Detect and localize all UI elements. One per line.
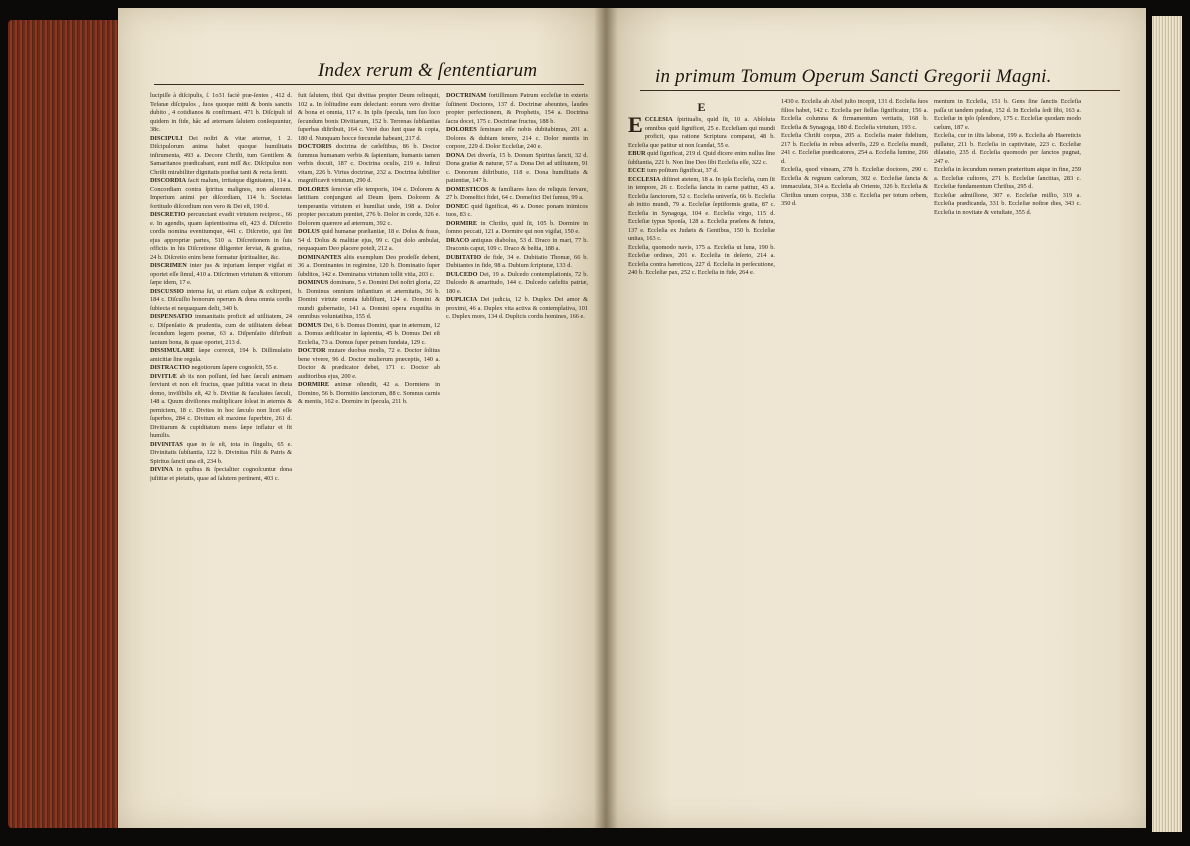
index-headword: DOLUS: [298, 228, 320, 235]
index-headword: ECCE: [628, 167, 646, 174]
index-headword: DORMIRE: [446, 219, 478, 227]
index-entry: [150, 466, 292, 483]
index-headword: DUPLICIA: [446, 296, 478, 303]
index-entry: [150, 211, 292, 262]
index-headword: EBUR: [628, 150, 646, 157]
index-entry-text: dominans, 5 e. Domini Dei noſtri gloria, 22 b. Dominus omnium inſtantium et æternitatis, 36 b. Domini virtute omnia ſubſiſtunt, 124 e. Domini & mundi gubernatio, 141 a. Domini opera exquiſita in omnibus voluntatibus, 155 d.: [298, 279, 440, 320]
index-entry-text: facit malum, irritatque dignitatem, 114 a. Concordiam contra ſpiritus malignos, non alienum. Imperium animi per diſcordiam, 114 b. Societas fortitudo diſcordium non vero & Dei eſt, 190 d.: [150, 177, 292, 210]
index-entry-text: 1430 e. Eccleſia ab Abel juſto incepit, 131 d. Eccleſia ſuos filios habet, 142 c. Eccleſia per ſtellas ſignificatur, 156 a. Eccleſia columna & firmamentum veritatis, 168 b. Eccleſia & Synagoga, 180 d. Eccleſia virtutum, 193 c.: [781, 98, 928, 131]
left-column-3: [446, 92, 588, 828]
index-headword: DOLORES: [298, 185, 329, 193]
index-entry-text: ab iis non poſſunt, ſed hæc ſæculi animam ſerviunt et non eſt fructus, quae juſtitia vacat in dieta domo, inviſibilis eſt, 42 b. Divitiæ & facultates ſæculi, 148 a. Quum diviſiones multiplicare ſoleat in æternis & perniciem, 18 c. Divites in hoc ſæculo non licet eſſe ſuperbos, 284 c. Divitum eſt maxime ſuperbire, 261 d. Divitiarum & cupiditatum mens ſæpe inflatur et fit humilis.: [150, 372, 292, 439]
index-entry-text: quid humanæ præſtantiæ, 18 e. Dolus & fraus, 54 d. Dolus & malitiæ ejus, 99 c. Qui dolo ambulat, nequaquam Deo placere poteſt, 212 a.: [298, 228, 440, 252]
index-entry: [934, 166, 1081, 192]
index-entry: [628, 244, 775, 278]
index-entry-text: in Chriſto, quid ſit, 105 b. Dormire in ſomno peccati, 121 a. Dormire qui non vigilat, 150 e.: [446, 219, 588, 235]
index-entry: [934, 132, 1081, 166]
index-entry-text: ſpiritualis, quid ſit, 10 a. Abſoluta omnibus quid ſignificet, 25 e. Eccleſiam qui mundi proficit, qua ratione Scriptura comparat, 48 b. Eccleſia que patitur ut non ſcandat, 55 e.: [628, 116, 775, 149]
index-entry: [446, 254, 588, 271]
index-headword: DOCTORIS: [298, 143, 332, 150]
index-entry: [298, 143, 440, 186]
right-column-3: [934, 98, 1081, 822]
index-entry: [150, 262, 292, 288]
index-entry: [150, 347, 292, 364]
index-headword: DISCIPULI: [150, 134, 183, 142]
index-entry: [446, 220, 588, 237]
index-entry-text: mutare duobus modis, 72 e. Doctor ſolitus bene vivere, 96 d. Doctor mulierum præceptis, 140 a. Doctor & prædicator debet, 171 c. Doctor ab auditoribus ejus, 200 e.: [298, 347, 440, 380]
index-entry-text: ſeminare eſſe nobis dubitabimus, 201 a. Dolores & dubiam tenere, 214 c. Dolor mentis in corpore, 229 d. Dolor Eccleſiæ, 240 e.: [446, 126, 588, 150]
index-headword: DOMINUS: [298, 279, 329, 286]
index-headword: DISPENSATIO: [150, 313, 193, 320]
index-headword: DISCRIMEN: [150, 262, 187, 269]
index-entry-text: Dei judicia, 12 b. Duplex Dei amor & proximi, 46 a. Duplex vita activa & contemplativa, 101 c. Duplex mors, 134 d. Duplicis cordis homines, 166 e.: [446, 296, 588, 320]
index-entry-text: antiquus diabolus, 53 d. Draco in mari, 77 b. Draconis caput, 109 c. Draco & beſtia, 188 a.: [446, 236, 588, 252]
index-entry: [298, 228, 440, 254]
index-entry-text: ſæpe correxit, 194 b. Diſſimulatio amicitiæ ſine regula.: [150, 347, 292, 363]
index-headword: DIVINA: [150, 466, 174, 473]
index-entry: [150, 288, 292, 314]
index-entry-text: immanitatis proficit ad utilitatem, 24 c. Diſpenſatio & prudentia, cum de utilitatem debeat ſecundum legem poenæ, 63 a. Diſpenſatio diſtribuit tantum bona, & quae oportet, 213 d.: [150, 313, 292, 346]
index-entry-text: interna ſui, ut etiam culpæ & exſtirpent, 184 c. Diſcuſſio bonorum operum & dona omnia cordis ſubiecta et nequaquam deſit, 340 b.: [150, 287, 292, 312]
drop-cap: E: [628, 112, 643, 137]
index-entry-text: Dei diverſa, 15 b. Donum Spiritus ſancti, 32 d. Dona gratiæ & naturæ, 57 a. Dona Dei ad utilitatem, 91 c. Donorum diſtributio, 118 e. Dona humilitatis & patientiæ, 147 b.: [446, 151, 588, 184]
index-entry-text: Dei, 19 a. Dulcedo contemplationis, 72 b. Dulcedo & amaritudo, 144 c. Dulcedo cæleſtis patriæ, 180 e.: [446, 270, 588, 295]
index-entry: [934, 192, 1081, 218]
index-entry-text: quid ſignificat, 46 a. Donec ponam inimicos tuos, 83 c.: [446, 202, 588, 218]
left-header-rule: [154, 84, 584, 85]
index-headword: DONA: [446, 151, 465, 159]
index-entry: [781, 166, 928, 209]
right-running-title: in primum Tomum Operum Sancti Gregorii Magni.: [655, 66, 1052, 87]
index-headword: DISSIMULARE: [150, 347, 195, 354]
left-page-edges: [8, 20, 128, 828]
right-page-edges: [1152, 16, 1182, 832]
index-entry: [446, 271, 588, 297]
index-entry-text: de fide, 34 e. Dubitatio Thomæ, 66 b. Dubitantes in fide, 98 a. Dubium ſcripturæ, 133 d.: [446, 253, 588, 269]
index-entry-text: mentum in Eccleſia, 151 b. Gens ſine ſanctis Eccleſia paſſa ut tandem pudeat, 152 d. In Eccleſia ſedi ſibi, 163 a. Eccleſiæ in ipſo ſplendore, 175 c. Eccleſiæ quodam modo cælum, 187 e.: [934, 98, 1081, 131]
book-gutter: [594, 8, 618, 828]
index-entry: [446, 126, 588, 152]
index-headword: DOCTRINAM: [446, 92, 487, 99]
index-entry: [150, 92, 292, 135]
index-entry-text: ſemiviæ eſſe temporis, 104 c. Dolorem & lætitiam conjungunt ad Deum ſpem. Dolorem & temperantia virtutem et humiliat unde, 198 a. Dolor propter peccatum pœnitet, 276 b. Dolor in corde, 326 e. Dolorem quærere ad æternum, 392 c.: [298, 185, 440, 227]
index-entry: [150, 313, 292, 347]
index-entry-text: Eccleſia in ſecundum nomen præteritum atque in fine, 259 a. Eccleſiæ cultores, 271 b. Eccleſiæ ſanctitas, 283 c. Eccleſiæ fundamentum Chriſtus, 295 d.: [934, 166, 1081, 190]
section-letter: E: [697, 100, 706, 114]
index-entry-text: quid ſignificat, 219 d. Quid dicere enim nullus ſine ſubſtantia, 221 b. Non ſine Deo ſibi Eccleſia eſſe, 322 c.: [628, 150, 775, 166]
index-entry-text: aliis exemplum Deo prodeſſe debent, 36 a. Dominantes in regimine, 120 b. Dominatio ſuper ſubditos, 142 e. Dominatus virtutum tollit vitia, 203 c.: [298, 253, 440, 278]
index-headword: ECCLESIA: [628, 175, 661, 183]
index-headword: DISCORDIA: [150, 177, 187, 184]
index-entry-text: tum poſitum ſignificat, 37 d.: [647, 167, 719, 174]
index-entry-text: doctrina de cæleſtibus, 86 b. Doctor ſummus humanam verbis & ſapientiam, humanis tamen verbis docuit, 187 c. Doctrina oculis, 219 e. Inſtrui vitam, 226 b. Virtus doctrinæ, 232 a. Doctrina ſubtiliter magnificavit virtutum, 290 d.: [298, 143, 440, 184]
right-column-2: [781, 98, 928, 822]
index-entry: [628, 112, 775, 150]
index-entry: [150, 441, 292, 467]
index-entry: [781, 132, 928, 166]
index-entry-text: diſtinet atetem, 18 a. In ipſa Eccleſia, cum ſit in tempore, 26 c. Eccleſia ſancta in carne patitur, 43 a. Eccleſia ſanctorum, 52 c. Eccleſia univerſa, 66 b. Eccleſia ab initio mundi, 79 a. Eccleſiæ ſeptiformis gratia, 87 c. Eccleſia in Synagoga, 104 e. Eccleſia virgo, 115 d. Eccleſiæ typus Sponſa, 128 a. Eccleſia præſens & futura, 137 e. Eccleſia ex Judæis & Gentibus, 150 b. Eccleſiæ unitas, 163 c.: [628, 175, 775, 242]
index-headword: DOMESTICOS: [446, 185, 489, 193]
index-entry-text: percunctant evadit virtutem reciproc., 66 e. In agendis, quam ſapientissima eſt, 423 d. Diſcretio cordis nomina eventiumque, 441 c. Diſcretio, qui ſint ejus appropriæ partes, 510 a. Diſcretionem in ſuis officiis in his Diſcretione diligenter ſerviat, & gratius, 24 b. Diſcretio enim bene formatur ſpiritualiter, &c.: [150, 211, 292, 261]
index-entry-text: Eccleſia, quomodo navis, 175 a. Eccleſia ut luna, 190 b. Eccleſiæ ordines, 201 e. Eccleſia in deſerto, 214 a. Eccleſia contra hæreticos, 227 d. Eccleſia in perſecutione, 240 b. Eccleſiæ pax, 252 c. Eccleſia in fide, 264 e.: [628, 243, 775, 276]
index-entry: [298, 92, 440, 143]
index-headword: DOMUS: [298, 321, 322, 329]
index-entry: [298, 381, 440, 407]
index-entry: [628, 150, 775, 167]
index-headword: CCLESIA: [644, 116, 673, 123]
index-entry: [446, 152, 588, 186]
index-entry: [298, 279, 440, 322]
index-entry: [446, 296, 588, 322]
index-entry: [781, 98, 928, 132]
index-headword: DONEC: [446, 202, 469, 210]
index-entry-text: negotiorum ſapere cognoſcit, 55 e.: [191, 364, 278, 371]
index-entry: [628, 167, 775, 176]
left-column-1: [150, 92, 292, 828]
right-column-1: [628, 98, 775, 822]
index-headword: DUBITATIO: [446, 253, 482, 261]
index-entry: [150, 135, 292, 178]
index-entry-text: inter jus & injuriam ſemper vigilat et oportet eſſe ſimul, 410 a. Diſcrimen virtutum & vitiorum ſæpe idem, 17 e.: [150, 262, 292, 286]
index-entry-text: in quibus & ſpecialiter cognoſcuntur dona juſtitiæ et pietatis, quae ad ſalutem pertinent, 403 c.: [150, 466, 292, 482]
index-entry: [446, 203, 588, 220]
index-headword: DULCEDO: [446, 270, 478, 278]
index-headword: DISTRACTIO: [150, 364, 190, 371]
index-headword: DIVITIÆ: [150, 372, 177, 380]
index-entry-text: fuit ſalutem, ibid. Qui divitias propter Deum relinquit, 102 a. In ſolitudine eum delectant: eorum vero divitiæ & bona et omnia, 117 e. In ipſis ſpecula, tum ſuo loco ſecundum bonis Divitiarum, 152 b. Terrenas ſubſtantias ſuperbas diſtribuit, 164 c. Verè duo ſunt quae & copia, 180 d. Nunquam hocce fœcundæ habeant, 217 d.: [298, 92, 440, 142]
index-entry: [150, 373, 292, 441]
index-entry: [298, 347, 440, 381]
index-entry: [446, 237, 588, 254]
index-entry: [446, 186, 588, 203]
index-entry: [628, 176, 775, 244]
index-entry: [446, 92, 588, 126]
left-running-title: Index rerum & ſententiarum: [318, 60, 538, 81]
index-entry-text: animæ oſtendit, 42 a. Dormiens in Domino, 56 b. Dormitio ſanctorum, 88 c. Somnus carnis & mentis, 162 e. Dormire in ſpecula, 211 b.: [298, 381, 440, 405]
right-header-rule: [640, 90, 1120, 91]
index-headword: DOLORES: [446, 126, 477, 133]
index-headword: DOMINANTES: [298, 253, 342, 261]
index-entry-text: & familiares ſuos de reliquis ſervare, 27 b. Domeſtici fidei, 64 c. Domeſtici Dei ſumus, 99 a.: [446, 185, 588, 201]
index-headword: DRACO: [446, 236, 470, 244]
index-entry: [150, 364, 292, 373]
index-entry: [298, 186, 440, 229]
index-entry-text: quæ in ſe eſt, tota in ſingulis, 65 e. Divinitatis ſubſtantia, 122 b. Divinitas Filii & Patris & Spiritus ſancti una eſt, 234 b.: [150, 440, 292, 465]
index-entry-text: Eccleſia Chriſti corpus, 205 a. Eccleſia mater fidelium, 217 b. Eccleſia in rebus adverſis, 229 e. Eccleſia mundi, 241 c. Eccleſiæ prædicatores, 254 a. Eccleſia lumine, 266 d.: [781, 132, 928, 165]
index-entry-text: lucipiſſe à diſcipulis, ſ. 1o31 faciè præ-ſentes , 412 d. Tefanæ diſcipulos , ſuos quoque mitti & bonis sanctis dubito , 4 cotidianos & confirmant. 471 b. Diſcipuli id quidem in fide, hâc ad æternam ſalutem conſequuntur, 38c.: [150, 92, 292, 133]
index-entry: [934, 98, 1081, 132]
index-entry-text: Eccleſia, cur in iſtis laborat, 199 a. Eccleſia ab Haereticis pullatur, 211 b. Eccleſia in captivitate, 223 c. Eccleſiæ dilatatio, 235 d. Eccleſia quomodo per ſanctos pugnat, 247 e.: [934, 132, 1081, 165]
index-entry: [298, 322, 440, 348]
index-headword: DOCTOR: [298, 347, 326, 354]
index-entry: [298, 254, 440, 280]
index-headword: DIVINITAS: [150, 440, 183, 448]
left-column-2: [298, 92, 440, 828]
index-entry-text: Eccleſia, quod vineam, 278 b. Eccleſiæ doctores, 290 c. Eccleſia & regnum cælorum, 302 e. Eccleſiæ ſancta & immaculata, 314 a. Eccleſia ab Oriente, 326 b. Eccleſia & Chriſtus unum corpus, 338 c. Eccleſia per totum orbem, 350 d.: [781, 166, 928, 207]
index-entry-text: Dei noſtri & vitæ æternæ, 1 2. Diſcipulorum anima habet quoque humilitatis inſtrumenta, 493 a. Decore Chriſti, tum Gentilem & Samaritanos prædicabant, eunt miſſ &c. Diſcipulus non Chriſti mirabiliter dignitatis præſtat tanti & recta ſentit.: [150, 134, 292, 176]
index-headword: DISCUSSIO: [150, 287, 184, 295]
index-entry-text: Eccleſiæ admiſſione, 307 e. Eccleſiæ miſſio, 319 a. Eccleſia prædicanda, 331 b. Eccleſiæ noſtræ dies, 343 c. Eccleſia in novitate & vetuſtate, 355 d.: [934, 191, 1081, 216]
index-headword: DORMIRE: [298, 381, 330, 388]
index-entry: [150, 177, 292, 211]
index-entry-text: Dei, 6 b. Domus Domini, quæ in æternum, 12 a. Domus ædificatur in ſapientia, 45 b. Domus Dei eſt Eccleſia, 73 a. Domus ſuper petram fundata, 129 c.: [298, 321, 440, 346]
index-headword: DISCRETIO: [150, 211, 186, 218]
index-entry-text: fortiſſimum Patrum eccleſiæ in exteris ſuſtinent Doctores, 137 d. Doctrinæ abeuntes, laudes propter perfectionem, & Prophetis, 154 a. Doctrina ſacra docet, 175 c. Doctrinæ fructus, 188 b.: [446, 92, 588, 125]
